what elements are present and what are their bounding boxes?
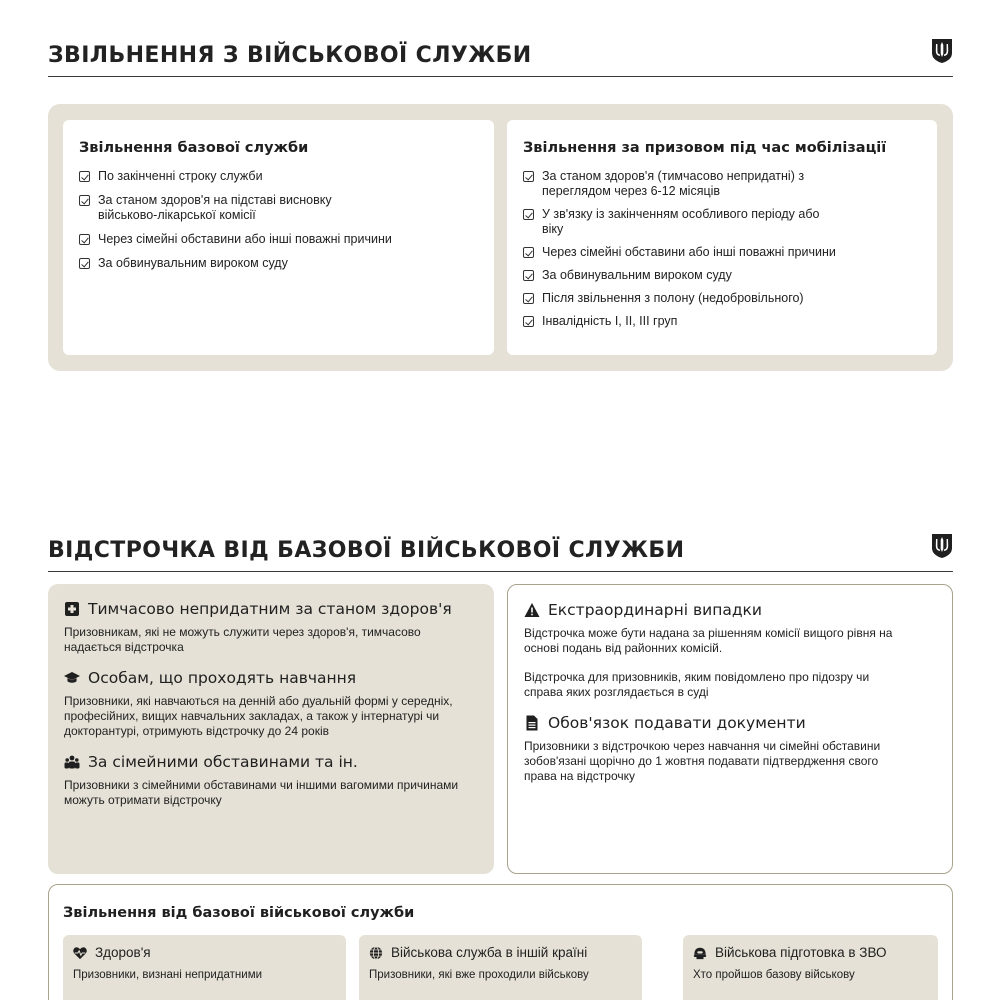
sub-text: Хто пройшов базову військову <box>693 969 855 981</box>
check-list <box>523 169 921 329</box>
exemption-card-university-training <box>683 935 938 1000</box>
heart-pulse-icon <box>73 946 87 960</box>
list-item: Інвалідність I, II, III груп <box>523 314 921 329</box>
block-heading-text: Тимчасово непридатним за станом здоров'я <box>88 600 452 618</box>
list-item: Через сімейні обставини або інші поважні причини <box>79 232 478 247</box>
exemption-title: Звільнення від базової військової служби <box>63 905 415 921</box>
exemption-card-health <box>63 935 346 1000</box>
checkbox-icon <box>523 171 534 182</box>
block-text: Відстрочка може бути надана за рішенням комісії вищого рівня на основі подань від районних комісій. <box>524 626 893 655</box>
block-text: Призовники, які навчаються на денній або дуальній формі у середніх, професійних, вищих навчальних закладах, а також у інтернатурі чи докторантурі, отримують відстрочку до 24 років <box>64 694 453 738</box>
list-item: За обвинувальним вироком суду <box>523 268 921 283</box>
deferral-reasons-panel <box>48 584 494 874</box>
list-item: Після звільнення з полону (недобровільного) <box>523 291 921 306</box>
sub-heading-text: Військова служба в іншій країні <box>391 945 588 960</box>
checkbox-icon <box>79 234 90 245</box>
deferral-block-documents <box>524 714 936 784</box>
checkbox-icon <box>523 209 534 220</box>
basic-service-discharge-card <box>63 120 494 355</box>
checkbox-icon <box>523 316 534 327</box>
sub-heading-text: Здоров'я <box>95 945 151 960</box>
list-item: За обвинувальним вироком суду <box>79 256 478 271</box>
checkbox-icon <box>523 293 534 304</box>
checkbox-icon <box>523 270 534 281</box>
list-item: По закінченні строку служби <box>79 169 478 184</box>
sub-text: Призовники, визнані непридатними <box>73 969 263 981</box>
family-icon <box>64 754 80 770</box>
sub-heading-text: Військова підготовка в ЗВО <box>715 945 887 960</box>
deferral-block-health <box>64 600 478 655</box>
warning-icon <box>524 602 540 618</box>
block-text: Призовники з сімейними обставинами чи іншими вагомими причинами можуть отримати відстрочку <box>64 778 459 807</box>
block-text: Призовники з відстрочкою через навчання чи сімейні обставини зобов'язані щорічно до 1 жовтня подавати підтвердження свого права на відстрочку <box>524 739 881 783</box>
section-header-deferral <box>48 533 953 572</box>
helmet-icon <box>693 946 707 960</box>
globe-icon <box>369 946 383 960</box>
block-heading-text: Екстраординарні випадки <box>548 601 762 619</box>
list-item: За станом здоров'я на підставі висновку військово-лікарської комісії <box>79 193 478 223</box>
checkbox-icon <box>79 258 90 269</box>
list-item: За станом здоров'я (тимчасово непридатні) з переглядом через 6-12 місяців <box>523 169 921 199</box>
exemption-panel <box>48 884 953 1000</box>
mobilization-discharge-card <box>507 120 937 355</box>
deferral-block-education <box>64 669 478 739</box>
checkbox-icon <box>79 195 90 206</box>
trident-shield-icon <box>931 533 953 559</box>
sub-text: Призовники, які вже проходили військову <box>369 969 589 981</box>
block-heading-text: Особам, що проходять навчання <box>88 669 357 687</box>
checkbox-icon <box>79 171 90 182</box>
list-item: Через сімейні обставини або інші поважні причини <box>523 245 921 260</box>
exemption-card-foreign-service <box>359 935 642 1000</box>
block-text: Відстрочка для призовників, яким повідомлено про підозру чи справа яких розглядається в суді <box>524 670 870 699</box>
graduation-cap-icon <box>64 670 80 686</box>
discharge-panel <box>48 104 953 371</box>
section-title: ВІДСТРОЧКА ВІД БАЗОВОЇ ВІЙСЬКОВОЇ СЛУЖБИ <box>48 538 685 563</box>
check-list <box>79 169 478 271</box>
block-heading-text: Обов'язок подавати документи <box>548 714 806 732</box>
deferral-block-extraordinary <box>524 601 936 700</box>
section-title: ЗВІЛЬНЕННЯ З ВІЙСЬКОВОЇ СЛУЖБИ <box>48 43 532 68</box>
document-icon <box>524 715 540 731</box>
checkbox-icon <box>523 247 534 258</box>
card-title: Звільнення за призовом під час мобілізації <box>523 140 887 156</box>
section-header-discharge <box>48 38 953 77</box>
medical-cross-icon <box>64 601 80 617</box>
deferral-special-panel <box>507 584 953 874</box>
block-text: Призовникам, які не можуть служити через здоров'я, тимчасово надається відстрочка <box>64 625 421 654</box>
list-item: У зв'язку із закінченням особливого періоду або віку <box>523 207 921 237</box>
card-title: Звільнення базової служби <box>79 140 309 156</box>
deferral-block-family <box>64 753 478 808</box>
block-heading-text: За сімейними обставинами та ін. <box>88 753 358 771</box>
trident-shield-icon <box>931 38 953 64</box>
